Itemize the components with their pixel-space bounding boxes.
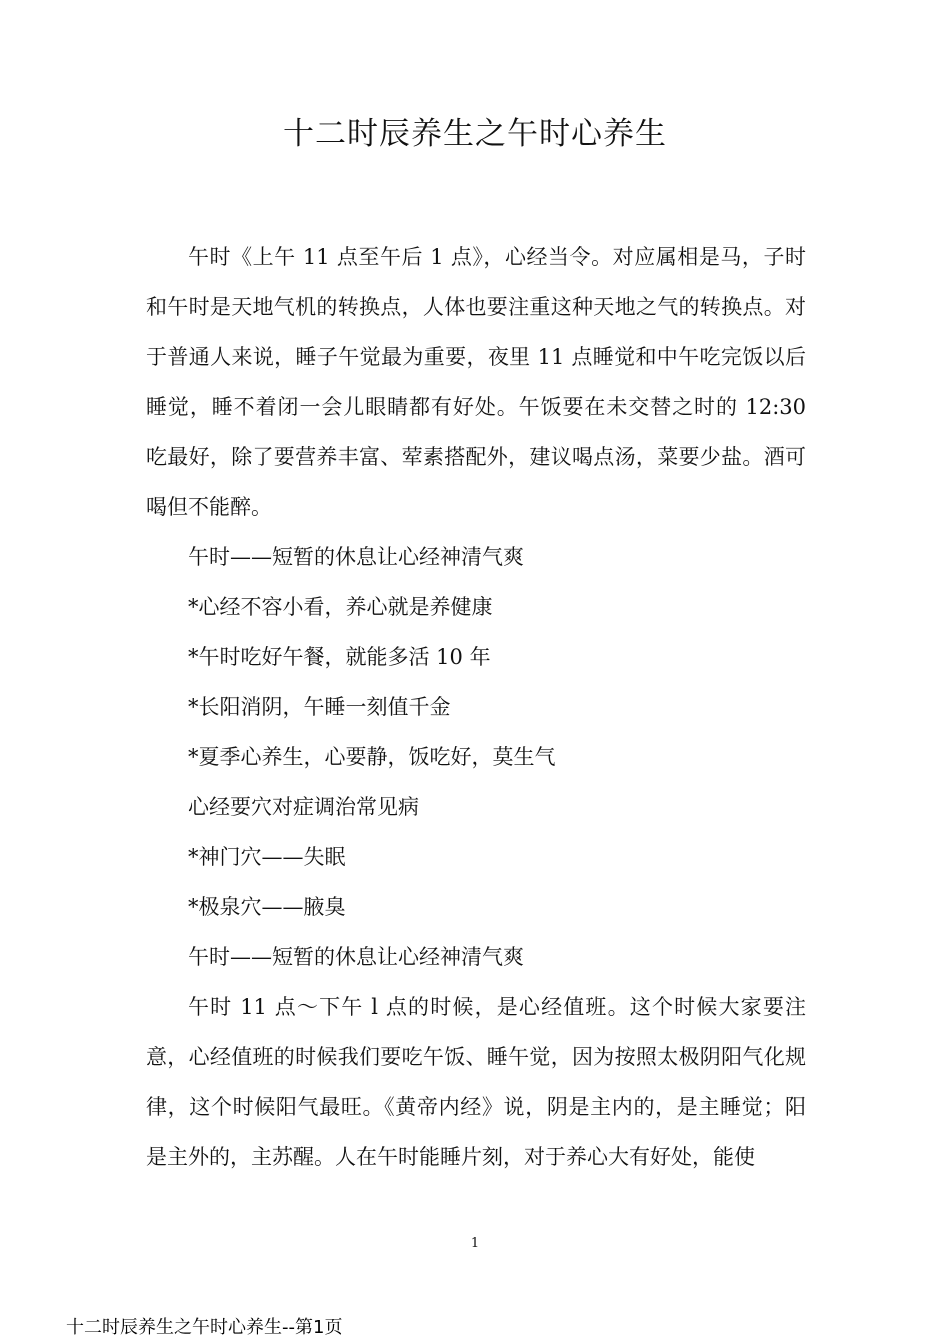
paragraph: *极泉穴——腋臭 [188,895,346,919]
paragraph: 午时——短暂的休息让心经神清气爽 [188,945,524,969]
paragraph: *心经不容小看，养心就是养健康 [188,595,493,619]
body-text [146,232,806,1182]
footer-page-label: 十二时辰养生之午时心养生--第1页 [66,1317,343,1338]
paragraph: *午时吃好午餐，就能多活 10 年 [188,645,491,669]
paragraph: *长阳消阴，午睡一刻值千金 [188,695,451,719]
page-number: 1 [470,1236,480,1251]
paragraph: *夏季心养生，心要静，饭吃好，莫生气 [188,745,556,769]
paragraph: 午时《上午 11 点至午后 1 点》，心经当令。对应属相是马，子时和午时是天地气机的转换点，人体也要注重这种天地之气的转换点。对于普通人来说，睡子午觉最为重要，夜里 11 点睡觉和中午吃完饭以后睡觉，睡不着闭一会儿眼睛都有好处。午饭要在未交替之时的 12:30 吃最好，除了要营养丰富、荤素搭配外，建议喝点汤，菜要少盐。酒可喝但不能醉。 [146,245,806,519]
paragraph: *神门穴——失眠 [188,845,346,869]
paragraph: 午时 11 点～下午 l 点的时候，是心经值班。这个时候大家要注意，心经值班的时候我们要吃午饭、睡午觉，因为按照太极阴阳气化规律，这个时候阳气最旺。《黄帝内经》说，阴是主内的，是主睡觉；阳是主外的，主苏醒。人在午时能睡片刻，对于养心大有好处，能使 [146,995,806,1169]
paragraph: 午时——短暂的休息让心经神清气爽 [188,545,524,569]
page-title: 十二时辰养生之午时心养生 [283,116,667,152]
paragraph: 心经要穴对症调治常见病 [188,795,419,819]
